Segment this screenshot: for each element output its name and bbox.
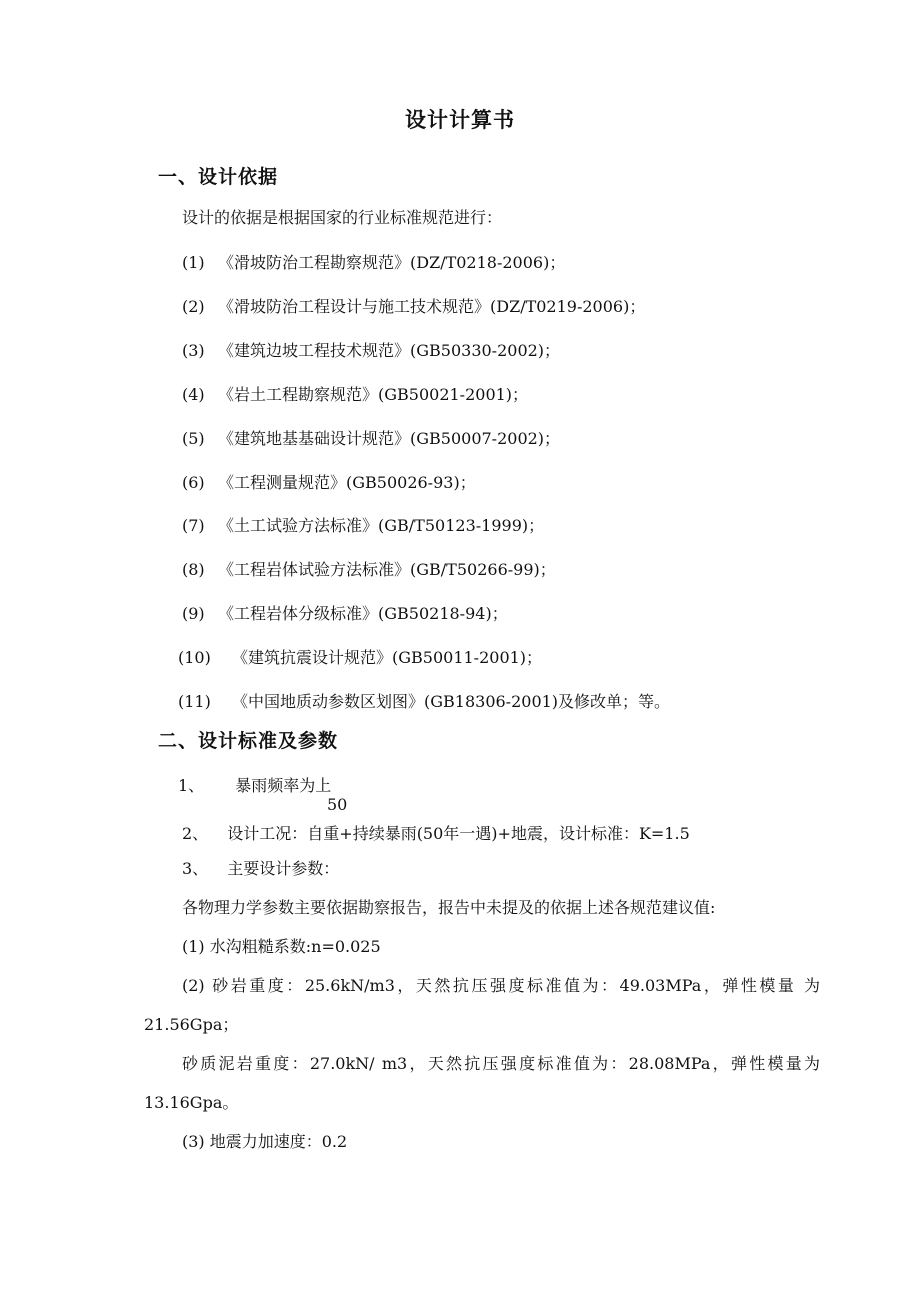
reference-number: (6) <box>182 472 205 492</box>
reference-item <box>182 516 544 536</box>
reference-number: (8) <box>182 560 205 580</box>
param-roughness: (1) 水沟粗糙系数:n=0.025 <box>182 937 381 956</box>
reference-number: (2) <box>182 296 205 316</box>
reference-number: (9) <box>182 604 205 624</box>
reference-text: 《滑坡防治工程勘察规范》(DZ/T0218-2006)； <box>218 253 566 272</box>
reference-text: 《滑坡防治工程设计与施工技术规范》(DZ/T0219-2006)； <box>218 296 646 316</box>
item-text: 主要设计参数： <box>227 859 340 878</box>
reference-text: 《工程岩体分级标准》(GB50218-94)； <box>218 604 508 624</box>
param-sandstone-line2: 21.56Gpa； <box>144 1015 239 1034</box>
reference-item <box>182 253 565 273</box>
param-sandstone-line1: (2) 砂岩重度：25.6kN/m3，天然抗压强度标准值为：49.03MPa，弹性模量 为 <box>182 976 820 995</box>
reference-item <box>178 648 542 668</box>
page-title: 设计计算书 <box>405 108 515 132</box>
list-item <box>182 824 690 844</box>
reference-number: (10) <box>178 648 211 668</box>
reference-number: (4) <box>182 384 205 404</box>
list-item <box>182 859 339 879</box>
reference-item <box>182 560 556 580</box>
reference-number: (11) <box>178 692 211 711</box>
reference-number: (5) <box>182 428 205 448</box>
item-text: 暴雨频率为上 <box>235 776 332 795</box>
item-number: 3、 <box>182 859 209 878</box>
reference-item <box>178 692 670 712</box>
reference-text: 《工程测量规范》(GB50026-93)； <box>218 472 476 492</box>
param-seismic: (3) 地震力加速度：0.2 <box>182 1132 348 1151</box>
reference-item <box>182 473 476 493</box>
item-text: 设计工况：自重+持续暴雨(50年一遇)+地震，设计标准：K=1.5 <box>227 824 690 843</box>
param-mudstone-line2: 13.16Gpa。 <box>144 1093 239 1112</box>
item-number: 2、 <box>182 824 209 843</box>
reference-number: (7) <box>182 516 205 536</box>
item-number: 1、 <box>178 776 205 795</box>
reference-number: (3) <box>182 340 205 360</box>
reference-item <box>182 297 645 317</box>
reference-item <box>182 341 560 361</box>
section-heading-design-basis: 一、设计依据 <box>158 166 279 188</box>
section-heading-standards: 二、设计标准及参数 <box>158 730 339 752</box>
reference-text: 《建筑地基基础设计规范》(GB50007-2002)； <box>218 428 561 448</box>
reference-text: 《建筑抗震设计规范》(GB50011-2001)； <box>232 648 543 668</box>
reference-item <box>182 429 560 449</box>
reference-text: 《土工试验方法标准》(GB/T50123-1999)； <box>218 516 545 536</box>
return-period-value: 50 <box>327 795 348 814</box>
params-intro: 各物理力学参数主要依据勘察报告，报告中未提及的依据上述各规范建议值: <box>182 898 716 917</box>
reference-number: (1) <box>182 253 205 272</box>
reference-text: 《中国地质动参数区划图》(GB18306-2001)及修改单；等。 <box>232 692 671 711</box>
param-mudstone-line1: 砂质泥岩重度：27.0kN/ m3，天然抗压强度标准值为：28.08MPa，弹性模量为 <box>182 1054 820 1073</box>
reference-item <box>182 604 508 624</box>
reference-item <box>182 385 528 405</box>
section-intro: 设计的依据是根据国家的行业标准规范进行： <box>182 208 503 227</box>
reference-text: 《工程岩体试验方法标准》(GB/T50266-99)； <box>218 560 556 580</box>
list-item <box>178 776 331 796</box>
reference-text: 《建筑边坡工程技术规范》(GB50330-2002)； <box>218 340 561 360</box>
reference-text: 《岩土工程勘察规范》(GB50021-2001)； <box>218 384 529 404</box>
